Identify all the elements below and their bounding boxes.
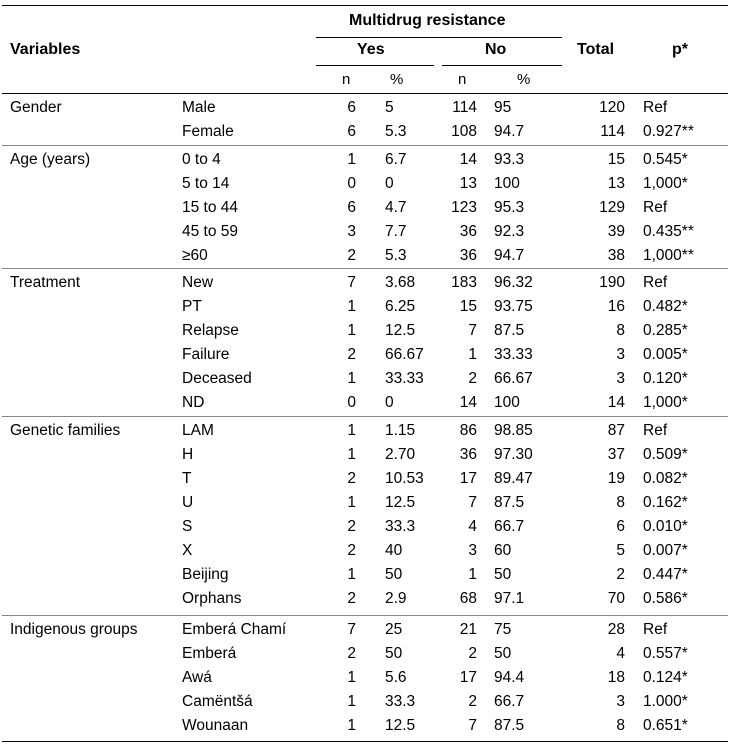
p-value-cell: 0.651* [643, 717, 688, 734]
no-pct-cell: 75 [494, 621, 512, 638]
yes-n-cell: 1 [347, 370, 356, 387]
total-cell: 8 [616, 494, 625, 511]
category-label: Female [182, 123, 234, 140]
no-pct-cell: 95 [494, 99, 512, 116]
group-separator [2, 615, 728, 616]
yes-pct-cell: 0 [385, 394, 394, 411]
total-cell: 38 [607, 247, 625, 264]
yes-n-cell: 2 [347, 518, 356, 535]
total-cell: 3 [616, 370, 625, 387]
yes-n-cell: 1 [347, 566, 356, 583]
total-cell: 3 [616, 346, 625, 363]
no-n-cell: 68 [459, 590, 477, 607]
p-value-cell: 0.927** [643, 123, 694, 140]
yes-n-cell: 1 [347, 446, 356, 463]
p-value-cell: 0.120* [643, 370, 688, 387]
yes-n-cell: 2 [347, 645, 356, 662]
category-label: Camëntšá [182, 693, 253, 710]
no-n-cell: 36 [459, 223, 477, 240]
yes-pct-cell: 66.67 [385, 346, 424, 363]
category-label: ND [182, 394, 205, 411]
table-row [0, 197, 730, 221]
category-label: LAM [182, 422, 214, 439]
no-pct-cell: 66.67 [494, 370, 533, 387]
yes-pct-cell: 33.33 [385, 370, 424, 387]
p-value-cell: 0.586* [643, 590, 688, 607]
no-n-cell: 123 [451, 199, 477, 216]
no-pct-cell: 94.7 [494, 123, 525, 140]
table-row [0, 420, 730, 444]
total-cell: 15 [607, 151, 625, 168]
p-value-cell: Ref [643, 621, 668, 638]
total-cell: 19 [607, 470, 625, 487]
top-rule [2, 5, 728, 6]
header-no-n: n [458, 71, 467, 88]
p-value-cell: Ref [643, 199, 668, 216]
yes-pct-cell: 4.7 [385, 199, 407, 216]
no-n-cell: 15 [459, 298, 477, 315]
p-value-cell: 0.082* [643, 470, 688, 487]
yes-pct-cell: 50 [385, 566, 403, 583]
no-pct-cell: 96.32 [494, 274, 533, 291]
no-n-cell: 1 [468, 566, 477, 583]
yes-pct-cell: 12.5 [385, 494, 416, 511]
no-n-cell: 14 [459, 151, 477, 168]
no-n-cell: 1 [468, 346, 477, 363]
total-cell: 87 [607, 422, 625, 439]
p-value-cell: 0.545* [643, 151, 688, 168]
yes-pct-cell: 25 [385, 621, 403, 638]
multidrug-underline [316, 37, 562, 38]
yes-pct-cell: 7.7 [385, 223, 407, 240]
no-n-cell: 3 [468, 542, 477, 559]
no-n-cell: 7 [468, 322, 477, 339]
header-no-pct: % [517, 71, 531, 88]
yes-pct-cell: 40 [385, 542, 403, 559]
no-pct-cell: 66.7 [494, 518, 525, 535]
group-label: Age (years) [10, 151, 91, 168]
yes-n-cell: 2 [347, 590, 356, 607]
yes-pct-cell: 10.53 [385, 470, 424, 487]
no-n-cell: 4 [468, 518, 477, 535]
yes-pct-cell: 2.70 [385, 446, 416, 463]
yes-pct-cell: 12.5 [385, 717, 416, 734]
header-yes: Yes [357, 41, 385, 58]
total-cell: 3 [616, 693, 625, 710]
group-separator [2, 145, 728, 146]
group-separator [2, 268, 728, 269]
total-cell: 28 [607, 621, 625, 638]
category-label: X [182, 542, 193, 559]
p-value-cell: 1,000** [643, 247, 694, 264]
table-row [0, 173, 730, 197]
header-multidrug: Multidrug resistance [349, 12, 506, 29]
p-value-cell: 0.509* [643, 446, 688, 463]
category-label: Failure [182, 346, 230, 363]
yes-n-cell: 1 [347, 422, 356, 439]
table-row [0, 516, 730, 540]
total-cell: 114 [600, 123, 625, 140]
yes-pct-cell: 6.7 [385, 151, 407, 168]
category-label: ≥60 [182, 247, 208, 264]
no-pct-cell: 87.5 [494, 494, 525, 511]
yes-pct-cell: 33.3 [385, 518, 416, 535]
no-pct-cell: 33.33 [494, 346, 533, 363]
table-row [0, 221, 730, 245]
yes-pct-cell: 5.3 [385, 247, 407, 264]
group-label: Gender [10, 99, 62, 116]
total-cell: 190 [599, 274, 625, 291]
no-pct-cell: 94.4 [494, 669, 525, 686]
yes-n-cell: 1 [347, 669, 356, 686]
yes-n-cell: 7 [347, 621, 356, 638]
total-cell: 120 [599, 99, 625, 116]
p-value-cell: 0.162* [643, 494, 688, 511]
category-label: 45 to 59 [182, 223, 239, 240]
no-n-cell: 108 [451, 123, 477, 140]
yes-pct-cell: 3.68 [385, 274, 416, 291]
yes-n-cell: 7 [347, 274, 356, 291]
p-value-cell: 0.005* [643, 346, 688, 363]
category-label: 15 to 44 [182, 199, 239, 216]
total-cell: 14 [607, 394, 625, 411]
no-pct-cell: 94.7 [494, 247, 525, 264]
category-label: Relapse [182, 322, 239, 339]
p-value-cell: 1,000* [643, 394, 688, 411]
yes-pct-cell: 50 [385, 645, 403, 662]
category-label: New [182, 274, 214, 291]
category-label: Orphans [182, 590, 242, 607]
yes-pct-cell: 1.15 [385, 422, 416, 439]
total-cell: 4 [616, 645, 625, 662]
table-row [0, 540, 730, 564]
no-pct-cell: 95.3 [494, 199, 525, 216]
category-label: Beijing [182, 566, 229, 583]
table-row [0, 444, 730, 468]
no-n-cell: 21 [459, 621, 477, 638]
yes-pct-cell: 33.3 [385, 693, 416, 710]
table-row [0, 667, 730, 691]
no-n-cell: 2 [468, 645, 477, 662]
total-cell: 37 [607, 446, 625, 463]
category-label: T [182, 470, 192, 487]
p-value-cell: Ref [643, 422, 668, 439]
yes-n-cell: 2 [347, 542, 356, 559]
group-separator [2, 416, 728, 417]
no-pct-cell: 92.3 [494, 223, 525, 240]
yes-n-cell: 6 [347, 99, 356, 116]
table-row [0, 272, 730, 296]
yes-pct-cell: 6.25 [385, 298, 416, 315]
table-row [0, 392, 730, 416]
total-cell: 18 [607, 669, 625, 686]
category-label: U [182, 494, 194, 511]
table-row [0, 97, 730, 121]
header-variables: Variables [10, 41, 81, 58]
yes-pct-cell: 5 [385, 99, 394, 116]
table-row [0, 149, 730, 173]
header-yes-n: n [342, 71, 351, 88]
yes-n-cell: 1 [347, 322, 356, 339]
total-cell: 8 [616, 717, 625, 734]
category-label: 0 to 4 [182, 151, 221, 168]
category-label: Deceased [182, 370, 252, 387]
category-label: Awá [182, 669, 212, 686]
no-n-cell: 7 [468, 717, 477, 734]
p-value-cell: 0.285* [643, 322, 688, 339]
table-row [0, 368, 730, 392]
yes-n-cell: 0 [347, 175, 356, 192]
p-value-cell: 0.124* [643, 669, 688, 686]
yes-n-cell: 1 [347, 717, 356, 734]
group-label: Treatment [10, 274, 81, 291]
p-value-cell: Ref [643, 99, 668, 116]
yes-n-cell: 6 [347, 123, 356, 140]
header-no: No [485, 41, 507, 58]
total-cell: 39 [607, 223, 625, 240]
total-cell: 70 [607, 590, 625, 607]
yes-pct-cell: 2.9 [385, 590, 407, 607]
p-value-cell: 1,000* [643, 175, 688, 192]
table-row [0, 564, 730, 588]
category-label: Wounaan [182, 717, 249, 734]
p-value-cell: 0.010* [643, 518, 688, 535]
no-n-cell: 2 [468, 693, 477, 710]
total-cell: 13 [607, 175, 625, 192]
no-n-cell: 13 [459, 175, 477, 192]
total-cell: 129 [599, 199, 625, 216]
yes-n-cell: 6 [347, 199, 356, 216]
table-row [0, 691, 730, 715]
yes-pct-cell: 12.5 [385, 322, 416, 339]
no-pct-cell: 60 [494, 542, 512, 559]
no-n-cell: 86 [459, 422, 477, 439]
no-pct-cell: 93.3 [494, 151, 525, 168]
yes-pct-cell: 0 [385, 175, 394, 192]
category-label: 5 to 14 [182, 175, 230, 192]
header-p: p* [672, 41, 688, 58]
table-row [0, 296, 730, 320]
category-label: S [182, 518, 193, 535]
yes-n-cell: 1 [347, 298, 356, 315]
no-pct-cell: 98.85 [494, 422, 533, 439]
no-n-cell: 36 [459, 247, 477, 264]
p-value-cell: 0.007* [643, 542, 688, 559]
total-cell: 5 [616, 542, 625, 559]
yes-pct-cell: 5.3 [385, 123, 407, 140]
yes-n-cell: 2 [347, 247, 356, 264]
category-label: Emberá [182, 645, 237, 662]
p-value-cell: 1.000* [643, 693, 688, 710]
no-pct-cell: 97.1 [494, 590, 525, 607]
no-pct-cell: 100 [494, 394, 520, 411]
no-pct-cell: 100 [494, 175, 520, 192]
no-n-cell: 114 [452, 99, 477, 116]
yes-n-cell: 3 [347, 223, 356, 240]
no-pct-cell: 87.5 [494, 717, 525, 734]
table-row [0, 715, 730, 739]
table-row [0, 619, 730, 643]
no-pct-cell: 89.47 [494, 470, 533, 487]
table-row [0, 121, 730, 145]
no-pct-cell: 93.75 [494, 298, 533, 315]
no-pct-cell: 50 [494, 566, 512, 583]
table-row [0, 344, 730, 368]
p-value-cell: 0.557* [643, 645, 688, 662]
header-total: Total [577, 41, 615, 58]
yes-n-cell: 2 [347, 470, 356, 487]
yes-n-cell: 1 [347, 693, 356, 710]
table-row [0, 320, 730, 344]
yes-underline [316, 65, 434, 66]
no-n-cell: 17 [459, 669, 477, 686]
no-pct-cell: 50 [494, 645, 512, 662]
header-rule [2, 93, 728, 94]
no-n-cell: 183 [451, 274, 477, 291]
yes-n-cell: 1 [347, 151, 356, 168]
group-label: Indigenous groups [10, 621, 138, 638]
category-label: PT [182, 298, 202, 315]
total-cell: 2 [616, 566, 625, 583]
no-n-cell: 36 [459, 446, 477, 463]
no-pct-cell: 97.30 [494, 446, 533, 463]
category-label: H [182, 446, 194, 463]
p-value-cell: 0.482* [643, 298, 688, 315]
no-n-cell: 7 [468, 494, 477, 511]
no-pct-cell: 87.5 [494, 322, 525, 339]
total-cell: 16 [607, 298, 625, 315]
header-yes-pct: % [390, 71, 404, 88]
table-row [0, 588, 730, 612]
table-row [0, 643, 730, 667]
yes-n-cell: 0 [347, 394, 356, 411]
yes-n-cell: 1 [347, 494, 356, 511]
category-label: Male [182, 99, 216, 116]
p-value-cell: Ref [643, 274, 668, 291]
table-row [0, 245, 730, 269]
no-n-cell: 2 [468, 370, 477, 387]
group-label: Genetic families [10, 422, 121, 439]
yes-pct-cell: 5.6 [385, 669, 407, 686]
no-n-cell: 14 [459, 394, 477, 411]
yes-n-cell: 2 [347, 346, 356, 363]
no-underline [442, 65, 562, 66]
table-row [0, 492, 730, 516]
total-cell: 6 [616, 518, 625, 535]
p-value-cell: 0.435** [643, 223, 694, 240]
p-value-cell: 0.447* [643, 566, 688, 583]
no-n-cell: 17 [459, 470, 477, 487]
table-row [0, 468, 730, 492]
total-cell: 8 [616, 322, 625, 339]
no-pct-cell: 66.7 [494, 693, 525, 710]
category-label: Emberá Chamí [182, 621, 287, 638]
bottom-rule [2, 741, 728, 742]
